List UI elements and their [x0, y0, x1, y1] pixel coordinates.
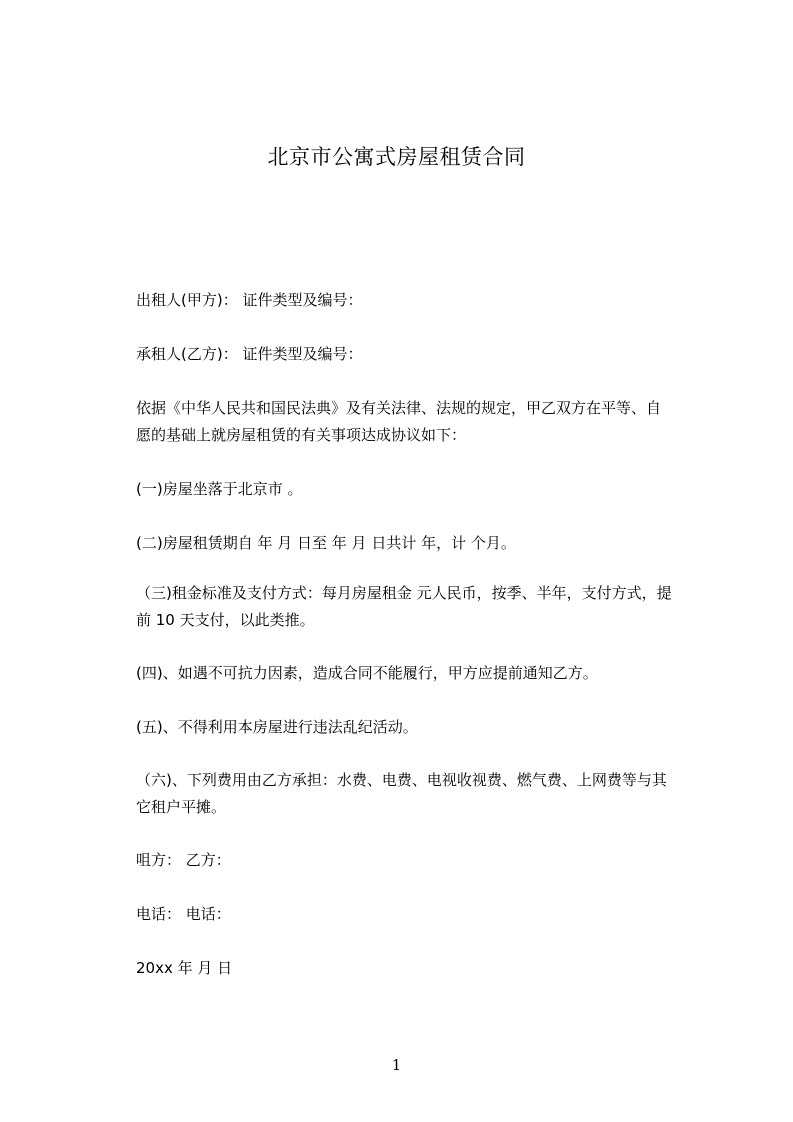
- clause-2: (二)房屋租赁期自 年 月 日至 年 月 日共计 年，计 个月。: [136, 534, 516, 552]
- lessor-line: 出租人(甲方)： 证件类型及编号：: [136, 291, 363, 309]
- phone-line: 电话： 电话：: [136, 905, 231, 923]
- signature-parties-line: 咀方： 乙方：: [136, 851, 231, 869]
- clause-1: (一)房屋坐落于北京市 。: [136, 480, 303, 498]
- clause-3-line-1: （三)租金标准及支付方式：每月房屋租金 元人民币，按季、半年，支付方式，提: [136, 584, 672, 602]
- clause-6-line-2: 它租户平摊。: [136, 798, 227, 816]
- intro-line-1: 依据《中华人民共和国民法典》及有关法律、法规的规定，甲乙双方在平等、自: [136, 399, 662, 417]
- clause-4: (四)、如遇不可抗力因素，造成合同不能履行，甲方应提前通知乙方。: [136, 664, 598, 682]
- clause-3-line-2: 前 10 天支付，以此类推。: [136, 611, 315, 629]
- intro-line-2: 愿的基础上就房屋租赁的有关事项达成协议如下：: [136, 426, 467, 444]
- clause-5: (五)、不得利用本房屋进行违法乱纪活动。: [136, 718, 418, 736]
- clause-6-line-1: （六)、下列费用由乙方承担：水费、电费、电视收视费、燃气费、上网费等与其: [136, 771, 667, 789]
- lessee-line: 承租人(乙方)： 证件类型及编号：: [136, 345, 363, 363]
- date-line: 20xx 年 月 日: [136, 959, 233, 977]
- document-title: 北京市公寓式房屋租赁合同: [267, 145, 526, 169]
- page-number: 1: [391, 1056, 402, 1074]
